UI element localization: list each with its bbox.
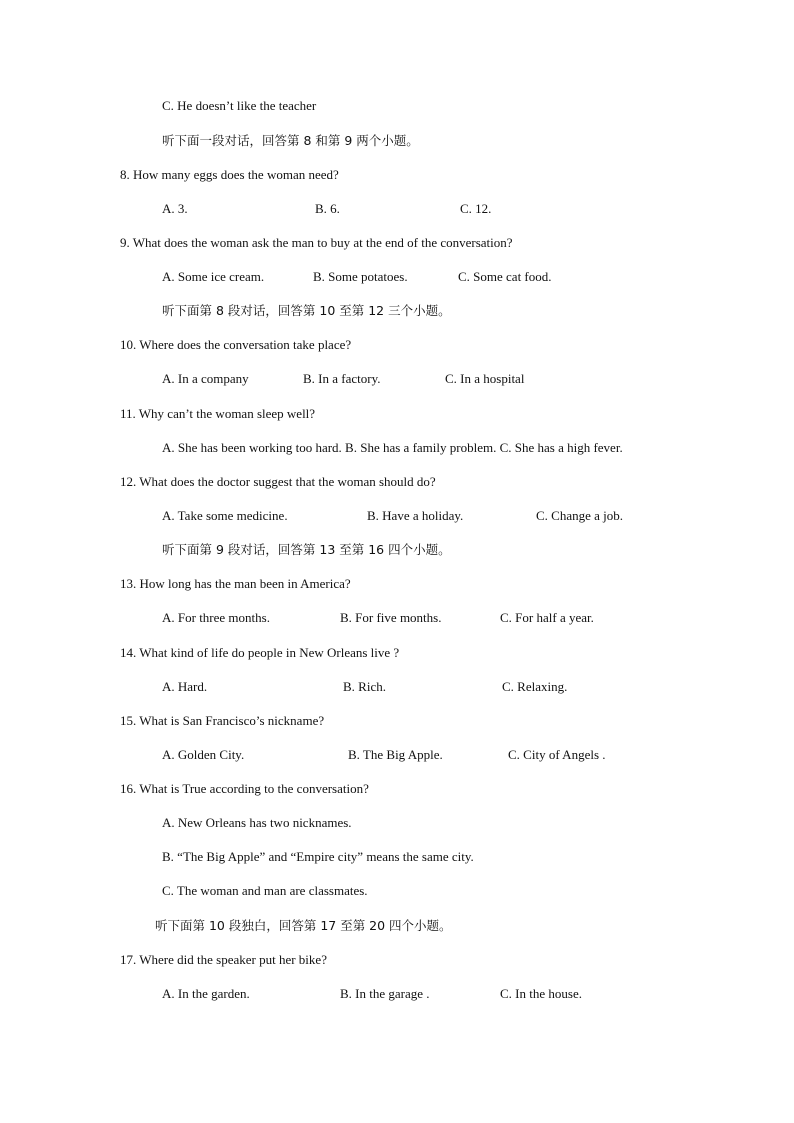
question-13: 13. How long has the man been in America? bbox=[120, 576, 351, 591]
option-b: B. For five months. bbox=[340, 610, 442, 625]
question-11: 11. Why can’t the woman sleep well? bbox=[120, 406, 316, 421]
option-c: C. Change a job. bbox=[536, 508, 624, 523]
option-a: A. In a company bbox=[162, 371, 249, 386]
option-b: B. The Big Apple. bbox=[348, 747, 443, 762]
question-17: 17. Where did the speaker put her bike? bbox=[120, 952, 327, 967]
question-12: 12. What does the doctor suggest that the woman should do? bbox=[120, 474, 436, 489]
options-abc: A. She has been working too hard. B. She has a family problem. C. She has a high fever. bbox=[162, 440, 623, 455]
option-a: A. Some ice cream. bbox=[162, 269, 265, 284]
option-c-prev: C. He doesn’t like the teacher bbox=[162, 98, 317, 113]
option-b: B. 6. bbox=[315, 201, 340, 216]
option-b: B. Have a holiday. bbox=[367, 508, 464, 523]
question-15: 15. What is San Francisco’s nickname? bbox=[120, 713, 325, 728]
section-instruction: 听下面第 8 段对话，回答第 10 至第 12 三个小题。 bbox=[162, 303, 451, 318]
option-c: C. In a hospital bbox=[445, 371, 525, 386]
question-10: 10. Where does the conversation take place? bbox=[120, 337, 352, 352]
option-c: C. Some cat food. bbox=[458, 269, 552, 284]
question-14: 14. What kind of life do people in New Orleans live ? bbox=[120, 645, 400, 660]
option-c: C. Relaxing. bbox=[502, 679, 568, 694]
option-b: B. In the garage . bbox=[340, 986, 430, 1001]
option-a: A. Golden City. bbox=[162, 747, 245, 762]
option-a: A. New Orleans has two nicknames. bbox=[162, 815, 352, 830]
option-c: C. In the house. bbox=[500, 986, 582, 1001]
option-c: C. For half a year. bbox=[500, 610, 594, 625]
section-instruction: 听下面第 9 段对话，回答第 13 至第 16 四个小题。 bbox=[162, 542, 451, 557]
option-a: A. In the garden. bbox=[162, 986, 250, 1001]
option-a: A. 3. bbox=[162, 201, 188, 216]
option-a: A. For three months. bbox=[162, 610, 270, 625]
option-b: B. “The Big Apple” and “Empire city” means the same city. bbox=[162, 849, 474, 864]
section-instruction: 听下面第 10 段独白，回答第 17 至第 20 四个小题。 bbox=[155, 918, 452, 933]
option-a: A. Take some medicine. bbox=[162, 508, 288, 523]
option-c: C. The woman and man are classmates. bbox=[162, 883, 368, 898]
option-b: B. In a factory. bbox=[303, 371, 381, 386]
question-8: 8. How many eggs does the woman need? bbox=[120, 167, 339, 182]
option-b: B. Rich. bbox=[343, 679, 386, 694]
question-9: 9. What does the woman ask the man to buy at the end of the conversation? bbox=[120, 235, 513, 250]
option-b: B. Some potatoes. bbox=[313, 269, 408, 284]
option-c: C. City of Angels . bbox=[508, 747, 606, 762]
question-16: 16. What is True according to the conversation? bbox=[120, 781, 369, 796]
option-c: C. 12. bbox=[460, 201, 492, 216]
section-instruction: 听下面一段对话，回答第 8 和第 9 两个小题。 bbox=[162, 133, 419, 148]
option-a: A. Hard. bbox=[162, 679, 208, 694]
